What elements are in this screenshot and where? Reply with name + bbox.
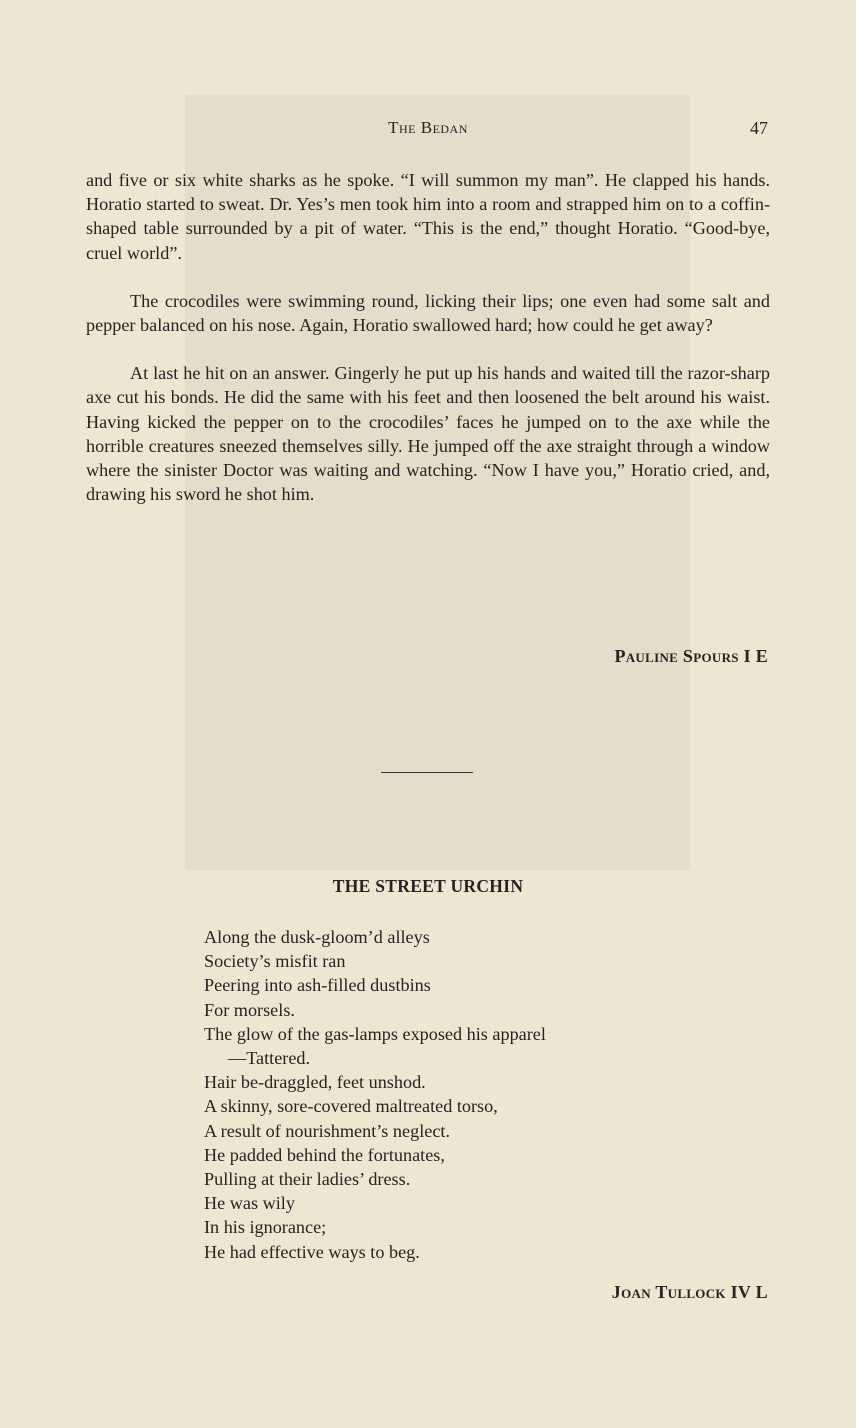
poem-line: A skinny, sore-covered maltreated torso, <box>204 1096 498 1117</box>
poem-line: Pulling at their ladies’ dress. <box>204 1169 411 1190</box>
poem-line: He had effective ways to beg. <box>204 1241 420 1262</box>
story-paragraph: The crocodiles were swimming round, licking their lips; one even had some salt and pepper balanced on his nose. Again, Horatio swallowed hard; how could he get away? <box>86 290 770 336</box>
poem-line: Society’s misfit ran <box>204 951 346 972</box>
page-number: 47 <box>750 118 768 138</box>
poem-line: He padded behind the fortunates, <box>204 1144 445 1165</box>
section-divider <box>381 772 473 773</box>
poem-line: The glow of the gas-lamps exposed his apparel <box>204 1023 546 1044</box>
story-paragraph: and five or six white sharks as he spoke. “I will summon my man”. He clapped his hands. Horatio started to sweat. Dr. Yes’s men took him into a room and strapped him on to a coffin-shaped table surrounded by a pit of water. “This is the end,” thought Horatio. “Good-bye, cruel world”. <box>86 170 770 263</box>
page-header <box>86 118 770 148</box>
poem-line: Along the dusk-gloom’d alleys <box>204 927 430 947</box>
running-title: The Bedan <box>388 118 468 137</box>
poem-line: Hair be-draggled, feet unshod. <box>204 1072 426 1093</box>
poem-line: Peering into ash-filled dustbins <box>204 975 431 996</box>
poem-line: He was wily <box>204 1193 295 1214</box>
poem-body <box>204 925 724 1264</box>
poem-line: —Tattered. <box>228 1048 311 1069</box>
poem-line: A result of nourishment’s neglect. <box>204 1120 450 1141</box>
story-paragraph: At last he hit on an answer. Gingerly he put up his hands and waited till the razor-sharp axe cut his bonds. He did the same with his feet and then loosened the belt around his waist. Having kicked the pepper on to the crocodiles’ faces he jumped on to the axe while the horrible creatures sneezed themselves silly. He jumped off the axe straight through a window where the sinister Doctor was waiting and watching. “Now I have you,” Horatio cried, and, drawing his sword he shot him. <box>86 363 770 505</box>
story-body <box>86 168 770 506</box>
poem-line: For morsels. <box>204 999 295 1020</box>
poem-title: THE STREET URCHIN <box>332 876 524 896</box>
poem-author: Joan Tullock IV L <box>611 1282 768 1302</box>
story-author: Pauline Spours I E <box>614 646 768 666</box>
poem-line: In his ignorance; <box>204 1217 327 1238</box>
